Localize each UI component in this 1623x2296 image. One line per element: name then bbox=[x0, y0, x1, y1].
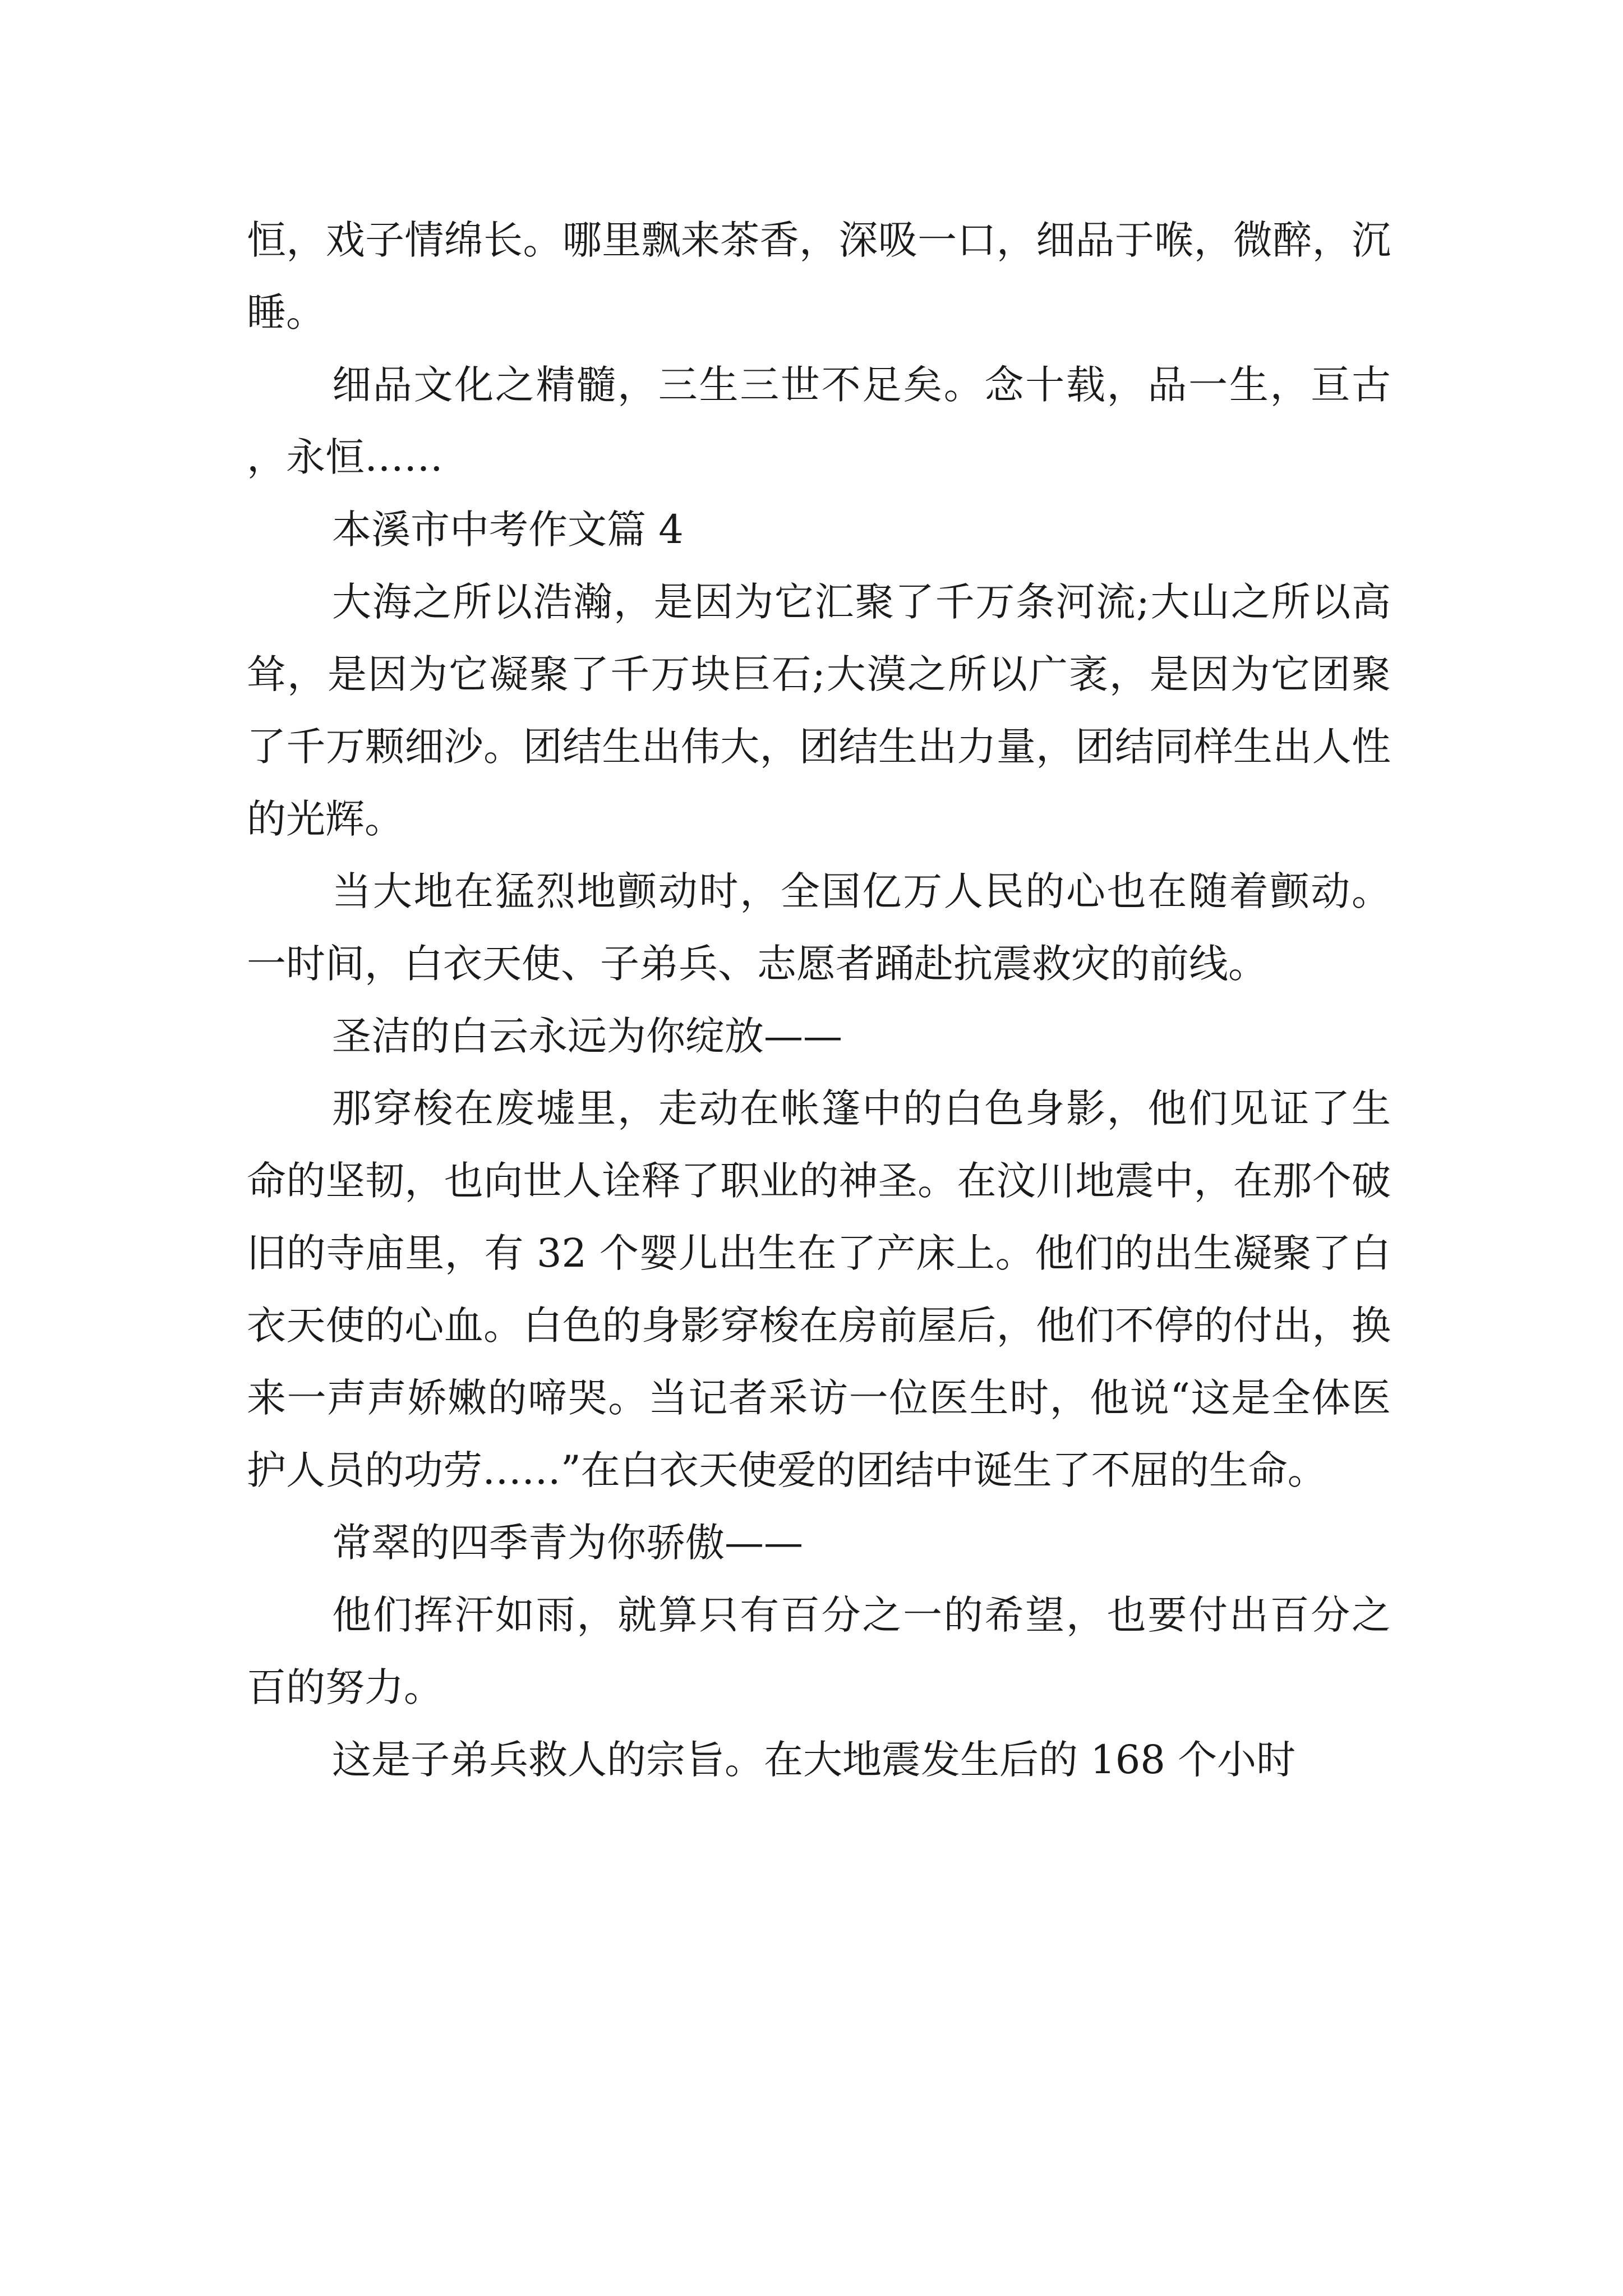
paragraph: 细品文化之精髓，三生三世不足矣。念十载，品一生，亘古，永恒…… bbox=[247, 362, 1391, 480]
paragraph: 圣洁的白云永远为你绽放—— bbox=[332, 1013, 842, 1059]
paragraph: 那穿梭在废墟里，走动在帐篷中的白色身影，他们见证了生命的坚韧，也向世人诠释了职业的神圣。在汶川地震中，在那个破旧的寺庙里，有 32 个婴儿出生在了产床上。他们的出生凝聚了白衣天使的心血。白色的身影穿梭在房前屋后，他们不停的付出，换来一声声娇嫩的啼哭。当记者采访一位医生时，他说“这是全体医护人员的功劳……”在白衣天使爱的团结中诞生了不屈的生命。 bbox=[247, 1085, 1391, 1493]
paragraph: 大海之所以浩瀚，是因为它汇聚了千万条河流;大山之所以高耸，是因为它凝聚了千万块巨石;大漠之所以广袤，是因为它团聚了千万颗细沙。团结生出伟大，团结生出力量，团结同样生出人性的光辉。 bbox=[247, 579, 1391, 842]
paragraph: 这是子弟兵救人的宗旨。在大地震发生后的 168 个小时 bbox=[332, 1737, 1296, 1783]
paragraph: 他们挥汗如雨，就算只有百分之一的希望，也要付出百分之百的努力。 bbox=[247, 1592, 1391, 1710]
document-body bbox=[247, 204, 1391, 1796]
section-heading: 本溪市中考作文篇 4 bbox=[332, 507, 684, 553]
paragraph: 常翠的四季青为你骄傲—— bbox=[332, 1520, 803, 1566]
paragraph: 当大地在猛烈地颤动时，全国亿万人民的心也在随着颤动。一时间，白衣天使、子弟兵、志愿者踊赴抗震救灾的前线。 bbox=[247, 868, 1391, 987]
paragraph: 恒，戏子情绵长。哪里飘来茶香，深吸一口，细品于喉，微醉，沉睡。 bbox=[247, 217, 1391, 335]
